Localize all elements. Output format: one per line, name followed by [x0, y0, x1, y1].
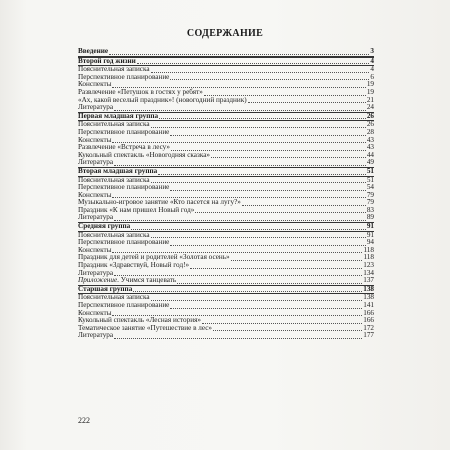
dot-leader [112, 192, 365, 199]
toc-page-number: 28 [366, 127, 374, 136]
toc-page-number: 24 [366, 103, 374, 112]
dot-leader [158, 168, 366, 175]
toc-entry-row [78, 332, 374, 340]
dot-leader [112, 247, 362, 254]
dot-leader [231, 254, 363, 261]
toc-entry-row [78, 325, 374, 333]
dot-leader [211, 152, 366, 159]
toc-entry-label: Перспективное планирование [78, 127, 170, 136]
toc-page-number: 19 [366, 87, 374, 96]
toc-page-number: 118 [363, 253, 374, 262]
dot-leader [248, 97, 366, 104]
toc-entry-row [78, 262, 374, 270]
dot-leader [114, 270, 362, 277]
toc-entry-label: Конспекты [78, 308, 112, 317]
toc-page-number: 4 [370, 56, 374, 65]
toc-entry-row [78, 159, 374, 167]
toc-appendix-title: . Учимся танцевать [117, 276, 177, 285]
toc-entry-row [78, 207, 374, 215]
toc-entry-label: Конспекты [78, 135, 112, 144]
toc-section-row [78, 48, 374, 57]
toc-entry-label: Литература [78, 268, 114, 277]
dot-leader [109, 48, 369, 55]
dot-leader [151, 177, 366, 184]
toc-entry-label: Праздник «К нам пришел Новый год» [78, 205, 195, 214]
dot-leader [151, 232, 366, 239]
toc-entry-label: Музыкально-игровое занятие «Кто пасется на лугу?» [78, 198, 241, 207]
toc-entry-label: Конспекты [78, 80, 112, 89]
toc-entry-label: Средняя группа [78, 222, 131, 231]
toc-page-number: 91 [366, 230, 374, 239]
dot-leader [114, 159, 366, 166]
dot-leader [112, 137, 365, 144]
toc-entry-label: Пояснительная записка [78, 293, 150, 302]
dot-leader [133, 286, 362, 293]
toc-entry-row [78, 214, 374, 222]
toc-entry-label: Кукольный спектакль «Новогодняя сказка» [78, 150, 211, 159]
dot-leader [213, 325, 362, 332]
toc-page-number: 43 [366, 135, 374, 144]
toc-page-number: 79 [366, 198, 374, 207]
toc-entry-label: «Ах, какой веселый праздник»! (новогодний праздник) [78, 95, 247, 104]
dot-leader [114, 332, 362, 339]
toc-entry-label [78, 277, 176, 285]
toc-entry-label: Старшая группа [78, 284, 133, 293]
dot-leader [170, 74, 369, 81]
toc-entry-label: Праздник «Здравствуй, Новый год!» [78, 261, 190, 270]
toc-page-number: 49 [366, 158, 374, 167]
toc-entry-label: Развлечение «Встреча в лесу» [78, 143, 171, 152]
toc-entry-label: Пояснительная записка [78, 120, 150, 129]
toc-entry-row [78, 74, 374, 82]
toc-entry-row [78, 302, 374, 310]
toc-page-number: 26 [366, 111, 374, 120]
toc-entry-label: Праздник для детей и родителей «Золотая осень» [78, 253, 230, 262]
dot-leader [151, 294, 363, 301]
toc-entry-row [78, 97, 374, 105]
toc-page-number: 54 [366, 183, 374, 192]
toc-entry-label: Перспективное планирование [78, 72, 170, 81]
toc-page-number: 43 [366, 143, 374, 152]
dot-leader [112, 81, 365, 88]
toc-entry-label: Литература [78, 103, 114, 112]
dot-leader [171, 144, 366, 151]
toc-page-number: 91 [366, 222, 374, 231]
toc-entry-label: Развлечение «Петушок в гостях у ребят» [78, 87, 203, 96]
dot-leader [112, 310, 362, 317]
toc-entry-label: Второй год жизни [78, 56, 136, 65]
toc-entry-label: Вторая младшая группа [78, 166, 158, 175]
toc-page-number: 79 [366, 190, 374, 199]
dot-leader [170, 129, 365, 136]
dot-leader [190, 262, 362, 269]
dot-leader [204, 89, 366, 96]
toc-page-number: 19 [366, 80, 374, 89]
toc-page-number: 138 [363, 284, 374, 293]
toc-entry-label: Литература [78, 213, 114, 222]
toc-page-number: 4 [370, 65, 374, 74]
toc-entry-row [78, 184, 374, 192]
toc-page-number: 141 [363, 301, 374, 309]
dot-leader [177, 277, 362, 284]
contents-heading: СОДЕРЖАНИЕ [186, 28, 264, 39]
page-number: 222 [78, 416, 90, 425]
dot-leader [170, 184, 365, 191]
toc-entry-row [78, 152, 374, 160]
toc-entry-row [78, 277, 374, 285]
toc-entry-label: Перспективное планирование [78, 183, 170, 192]
toc-page-number: 44 [366, 150, 374, 159]
toc-entry-label: Пояснительная записка [78, 175, 150, 184]
toc-page-number: 137 [363, 276, 374, 285]
dot-leader [114, 214, 366, 221]
dot-leader [131, 223, 366, 230]
toc-page-number: 166 [363, 308, 374, 317]
toc-page-number: 94 [366, 238, 374, 247]
table-of-contents [78, 48, 374, 340]
dot-leader [159, 113, 366, 120]
toc-page-number: 118 [363, 245, 374, 254]
toc-page-number: 138 [363, 293, 374, 302]
toc-entry-label: Конспекты [78, 190, 112, 199]
dot-leader [195, 207, 365, 214]
toc-entry-label: Конспекты [78, 245, 112, 254]
toc-entry-label: Перспективное планирование [78, 238, 170, 247]
dot-leader [151, 66, 370, 73]
toc-entry-label: Тематическое занятие «Путешествие в лес» [78, 323, 213, 332]
toc-page-number: 123 [363, 261, 374, 270]
dot-leader [242, 199, 366, 206]
toc-entry-label: Перспективное планирование [78, 301, 170, 309]
toc-entry-label: Литература [78, 158, 114, 167]
dot-leader [114, 104, 366, 111]
toc-page-number: 26 [366, 120, 374, 129]
dot-leader [170, 239, 365, 246]
toc-page-number: 172 [363, 323, 374, 332]
dot-leader [170, 302, 362, 309]
dot-leader [137, 58, 370, 65]
toc-entry-label: Кукольный спектакль «Лесная история» [78, 316, 201, 325]
toc-entry-row [78, 129, 374, 137]
toc-appendix-prefix: Приложение [78, 276, 118, 285]
toc-entry-row [78, 239, 374, 247]
toc-page-number: 166 [363, 316, 374, 325]
toc-entry-label: Пояснительная записка [78, 65, 150, 74]
toc-page-number: 51 [366, 175, 374, 184]
toc-page-number: 177 [363, 331, 374, 340]
toc-page-number: 21 [366, 95, 374, 104]
toc-page-number: 89 [366, 213, 374, 222]
toc-page-number: 51 [366, 166, 374, 175]
toc-page-number: 6 [370, 72, 374, 81]
toc-entry-row [78, 104, 374, 112]
toc-entry-label: Пояснительная записка [78, 230, 150, 239]
dot-leader [202, 317, 362, 324]
toc-entry-label: Литература [78, 331, 114, 340]
dot-leader [151, 121, 366, 128]
toc-page-number: 83 [366, 205, 374, 214]
toc-page-number: 3 [370, 47, 374, 55]
toc-entry-label: Введение [78, 47, 109, 55]
toc-page-number: 134 [363, 268, 374, 277]
toc-entry-label: Первая младшая группа [78, 111, 159, 120]
